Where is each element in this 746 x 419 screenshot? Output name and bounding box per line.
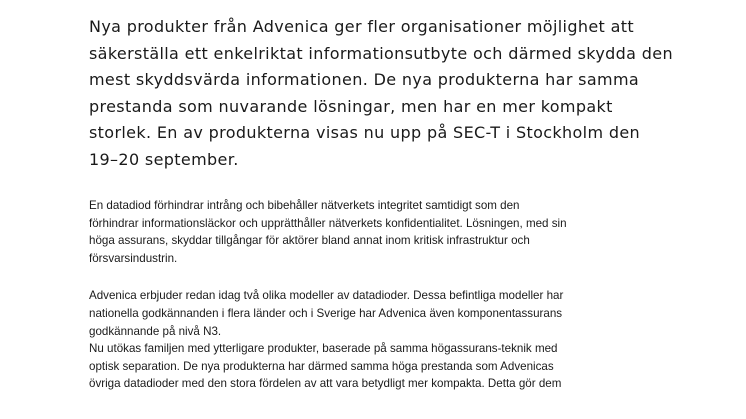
- article: [89, 14, 689, 393]
- body-line: förhindrar informationsläckor och upprätthåller nätverkets konfidentialitet. Lösningen, med sin: [89, 216, 567, 230]
- body-line: godkännande på nivå N3.: [89, 324, 222, 338]
- body-line: försvarsindustrin.: [89, 251, 178, 265]
- body-line: optisk separation. De nya produkterna har därmed samma höga prestanda som Advenicas: [89, 359, 554, 373]
- body-line: En datadiod förhindrar intrång och bibehåller nätverkets integritet samtidigt som den: [89, 199, 520, 212]
- lead-paragraph: [89, 14, 689, 173]
- body-line: Advenica erbjuder redan idag två olika modeller av datadioder. Dessa befintliga modeller har: [89, 289, 564, 303]
- body-line: Nu utökas familjen med ytterligare produkter, baserade på samma högassurans-teknik med: [89, 342, 558, 356]
- body-line: övriga datadioder med den stora fördelen av att vara betydligt mer kompakta. Detta gör dem: [89, 377, 562, 391]
- body-paragraph-datadiod: [89, 197, 689, 267]
- lead-line: prestanda som nuvarande lösningar, men har en mer kompakt: [89, 96, 613, 116]
- body-line: höga assurans, skyddar tillgångar för aktörer bland annat inom kritisk infrastruktur och: [89, 234, 530, 248]
- lead-line: Nya produkter från Advenica ger fler organisationer möjlighet att: [89, 17, 634, 36]
- lead-line: storlek. En av produkterna visas nu upp på SEC-T i Stockholm den: [89, 123, 641, 142]
- lead-line: mest skyddsvärda informationen. De nya produkterna har samma: [89, 70, 640, 89]
- lead-line: 19–20 september.: [89, 149, 239, 169]
- body-paragraph-advenica: [89, 287, 689, 393]
- lead-line: säkerställa ett enkelriktat informationsutbyte och därmed skydda den: [89, 43, 673, 63]
- body-line: nationella godkännanden i flera länder och i Sverige har Advenica även komponentassurans: [89, 306, 563, 320]
